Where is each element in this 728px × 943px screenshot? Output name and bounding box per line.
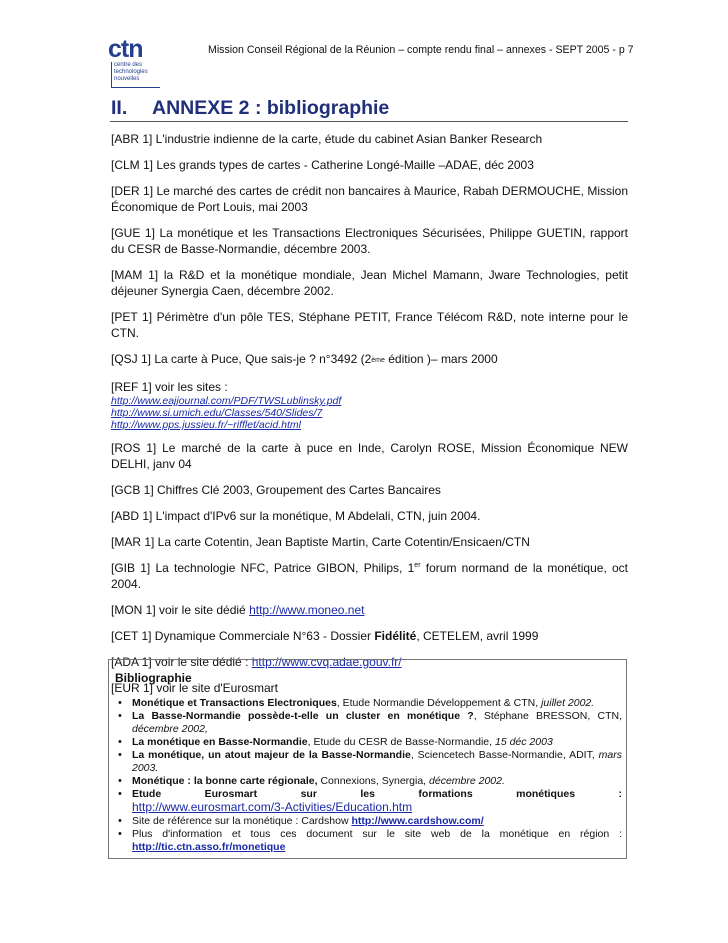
qsj-text: [QSJ 1] La carte à Puce, Que sais-je ? n°3492 (2 xyxy=(111,352,372,366)
gib-text: [GIB 1] La technologie NFC, Patrice GIBON, Philips, 1 xyxy=(111,561,415,575)
entry-qsj xyxy=(111,351,628,369)
item-title: Etude Eurosmart sur les formations monétiques : xyxy=(132,788,622,800)
entry-ref xyxy=(111,379,628,431)
qsj-superscript: ème xyxy=(371,357,385,364)
ctn-logo xyxy=(108,35,168,84)
item-date: 15 déc 2003 xyxy=(494,736,553,748)
bullet-icon: • xyxy=(118,749,122,761)
list-item xyxy=(115,788,622,815)
item-date: décembre 2002, xyxy=(132,723,208,735)
entry-gcb: [GCB 1] Chiffres Clé 2003, Groupement des Cartes Bancaires xyxy=(111,483,441,497)
gib-text-end: forum normand de la monétique, oct 2004. xyxy=(111,561,629,591)
mon-text: [MON 1] voir le site dédié xyxy=(111,603,250,617)
entry-mar: [MAR 1] La carte Cotentin, Jean Baptiste Martin, Carte Cotentin/Ensicaen/CTN xyxy=(111,535,530,549)
list-item xyxy=(115,710,622,736)
bullet-icon: • xyxy=(118,710,122,722)
item-title: La monétique, un atout majeur de la Basse-Normandie xyxy=(132,749,411,761)
box-title: Bibliographie xyxy=(115,671,192,685)
cardshow-link[interactable]: http://www.cardshow.com/ xyxy=(351,815,484,827)
monetique-link[interactable]: http://tic.ctn.asso.fr/monetique xyxy=(132,841,286,853)
item-text: , Etude du CESR de Basse-Normandie, xyxy=(307,736,495,748)
box-list xyxy=(115,697,622,854)
list-item xyxy=(115,775,622,788)
section-title xyxy=(111,97,389,120)
bullet-icon: • xyxy=(118,697,122,709)
item-title: La Basse-Normandie possède-t-elle un cluster en monétique ? xyxy=(132,710,474,722)
item-title: Monétique : la bonne carte régionale, xyxy=(132,775,318,787)
item-date: juillet 2002. xyxy=(541,697,595,709)
item-text: , Etude Normandie Développement & CTN, xyxy=(336,697,542,709)
entry-eur: [EUR 1] voir le site d'Eurosmart xyxy=(111,681,279,695)
ref-link[interactable]: http://www.eajjournal.com/PDF/TWSLublinsky.pdf xyxy=(111,395,342,407)
entry-abd: [ABD 1] L'impact d'IPv6 sur la monétique, M Abdelali, CTN, juin 2004. xyxy=(111,509,481,523)
ref-link[interactable]: http://www.pps.jussieu.fr/~rifflet/acid.html xyxy=(111,419,301,431)
cet-text: [CET 1] Dynamique Commerciale N°63 - Dossier xyxy=(111,629,375,643)
entry-gue: [GUE 1] La monétique et les Transactions Electroniques Sécurisées, Philippe GUETIN, rapport du CESR de Basse-Normandie, décembre 2003. xyxy=(111,226,628,256)
ada-text: [ADA 1] voir le site dédié : xyxy=(111,655,252,669)
bullet-icon: • xyxy=(118,828,122,840)
item-text: Plus d'information et tous ces document sur le site web de la monétique en région : xyxy=(132,828,622,840)
cet-text-end: , CETELEM, avril 1999 xyxy=(416,629,539,643)
moneo-link[interactable]: http://www.moneo.net xyxy=(249,603,365,617)
logo-subtitle-line: technologies xyxy=(114,69,148,75)
entry-mon xyxy=(111,602,628,618)
ref-links xyxy=(111,395,628,431)
entry-ros: [ROS 1] Le marché de la carte à puce en Inde, Carolyn ROSE, Mission Économique NEW DELHI, janv 04 xyxy=(111,441,628,471)
list-item xyxy=(115,736,622,749)
logo-subtitle-line: nouvelles xyxy=(114,76,140,82)
list-item xyxy=(115,697,622,710)
entry-cet xyxy=(111,628,628,644)
bibliography-box xyxy=(108,659,627,859)
bullet-icon: • xyxy=(118,736,122,748)
item-date: décembre 2002. xyxy=(429,775,505,787)
list-item xyxy=(115,828,622,854)
cet-bold: Fidélité xyxy=(374,629,417,643)
entry-pet: [PET 1] Périmètre d'un pôle TES, Stéphane PETIT, France Télécom R&D, note interne pour le CTN. xyxy=(111,310,628,340)
item-title: La monétique en Basse-Normandie xyxy=(132,736,308,748)
bibliography-list xyxy=(111,131,628,706)
bullet-icon: • xyxy=(118,815,122,827)
section-heading: ANNEXE 2 : bibliographie xyxy=(152,97,390,119)
eurosmart-link[interactable]: http://www.eurosmart.com/3-Activities/Education.htm xyxy=(132,800,413,814)
entry-mam: [MAM 1] la R&D et la monétique mondiale, Jean Michel Mamann, Jware Technologies, petit déjeuner Synergia Caen, décembre 2002. xyxy=(111,268,628,298)
item-title: Monétique et Transactions Electroniques xyxy=(132,697,337,709)
gib-superscript: er xyxy=(414,562,421,569)
item-text: Site de référence sur la monétique : Cardshow xyxy=(132,815,352,827)
logo-subtitle-line: centre des xyxy=(114,62,143,68)
cvq-link[interactable]: http://www.cvq.adae.gouv.fr/ xyxy=(251,655,402,669)
list-item xyxy=(115,815,622,828)
bullet-icon: • xyxy=(118,775,122,787)
qsj-text-end: édition )– mars 2000 xyxy=(384,352,498,366)
logo-subtitle xyxy=(111,62,160,88)
logo-text: ctn xyxy=(108,35,143,63)
section-number: II. xyxy=(111,97,128,119)
ref-text: [REF 1] voir les sites : xyxy=(111,380,228,394)
entry-der: [DER 1] Le marché des cartes de crédit non bancaires à Maurice, Rabah DERMOUCHE, Mission Économique de Port Louis, mai 2003 xyxy=(111,184,628,214)
page-header: Mission Conseil Régional de la Réunion – compte rendu final – annexes - SEPT 2005 - p 7 xyxy=(208,44,634,56)
title-underline xyxy=(110,121,628,122)
item-text: Connexions, Synergia, xyxy=(317,775,430,787)
entry-clm: [CLM 1] Les grands types de cartes - Catherine Longé-Maille –ADAE, déc 2003 xyxy=(111,158,534,172)
item-text: , Sciencetech Basse-Normandie, ADIT, xyxy=(410,749,599,761)
entry-abr: [ABR 1] L'industrie indienne de la carte, étude du cabinet Asian Banker Research xyxy=(111,132,543,146)
item-date: mars 2003. xyxy=(132,749,622,774)
bullet-icon: • xyxy=(118,788,122,800)
item-text: , Stéphane BRESSON, CTN, xyxy=(473,710,623,722)
list-item xyxy=(115,749,622,775)
ref-link[interactable]: http://www.si.umich.edu/Classes/540/Slides/7 xyxy=(111,407,323,419)
entry-gib xyxy=(111,560,628,592)
